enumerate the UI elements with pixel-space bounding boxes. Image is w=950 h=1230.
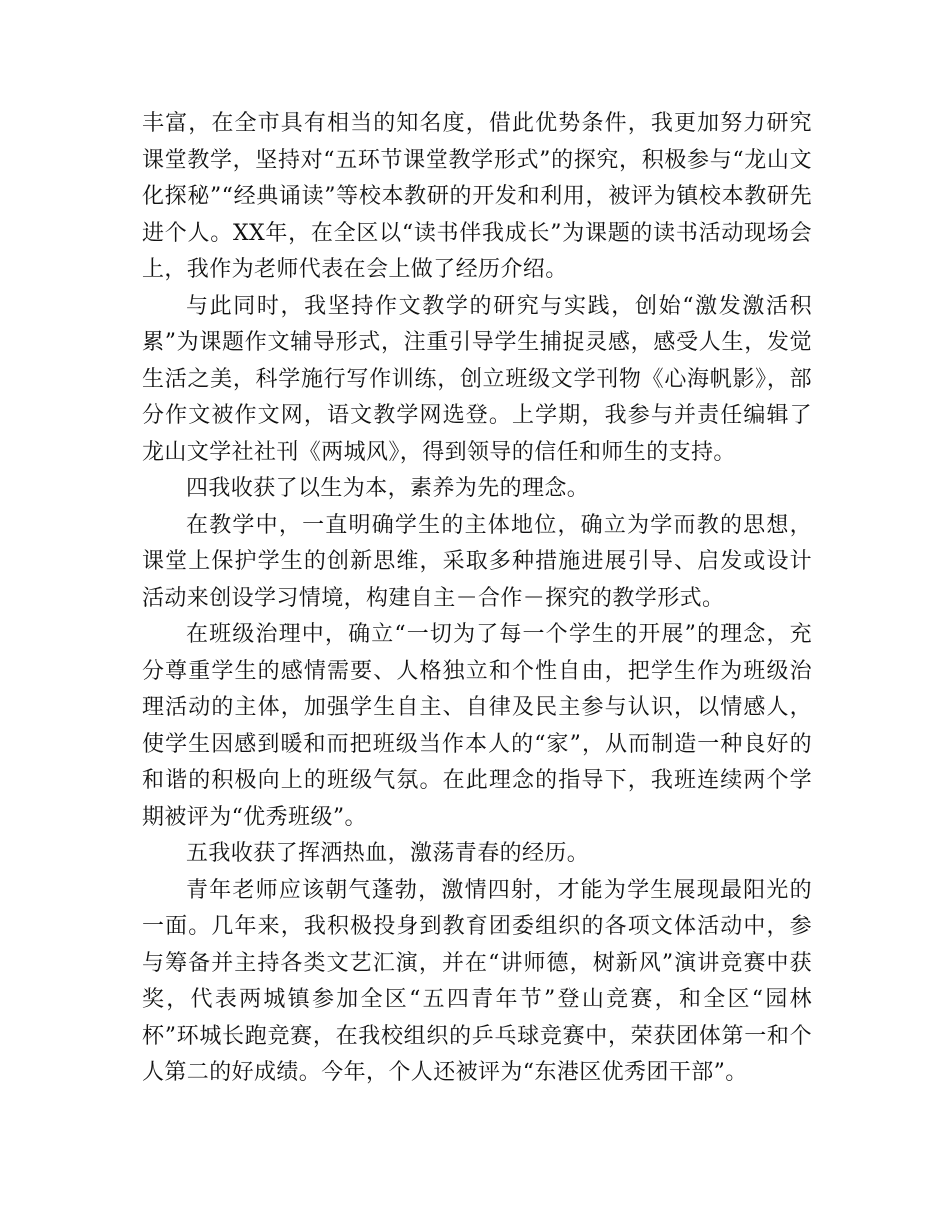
paragraph-class-management: 在班级治理中，确立“一切为了每一个学生的开展”的理念，充分尊重学生的感情需要、人格独立和个性自由，把学生作为班级治理活动的主体，加强学生自主、自律及民主参与认识，以情感人，使学生因感到暖和而把班级当作本人的“家”，从而制造一种良好的和谐的积极向上的班级气氛。在此理念的指导下，我班连续两个学期被评为“优秀班级”。: [142, 622, 812, 830]
paragraph-composition-teaching: 与此同时，我坚持作文教学的研究与实践，创始“激发激活积累”为课题作文辅导形式，注重引导学生捕捉灵感，感受人生，发觉生活之美，科学施行写作训练，创立班级文学刊物《心海帆影》，部分作文被作文网，语文教学网选登。上学期，我参与并责任编辑了龙山文学社社刊《两城风》，得到领导的信任和师生的支持。: [142, 293, 812, 465]
paragraph-continuation: 丰富，在全市具有相当的知名度，借此优势条件，我更加努力研究课堂教学，坚持对“五环节课堂教学形式”的探究，积极参与“龙山文化探秘”“经典诵读”等校本教研的开发和利用，被评为镇校本教研先进个人。XX年，在全区以“读书伴我成长”为课题的读书活动现场会上，我作为老师代表在会上做了经历介绍。: [142, 111, 812, 282]
section-heading-five: 五我收获了挥洒热血，激荡青春的经历。: [186, 841, 590, 866]
paragraph-youth-activities: 青年老师应该朝气蓬勃，激情四射，才能为学生展现最阳光的一面。几年来，我积极投身到教育团委组织的各项文体活动中，参与筹备并主持各类文艺汇演，并在“讲师德，树新风”演讲竞赛中获奖，代表两城镇参加全区“五四青年节”登山竞赛，和全区“园林杯”环城长跑竞赛，在我校组织的乒乓球竞赛中，荣获团体第一和个人第二的好成绩。今年，个人还被评为“东港区优秀团干部”。: [142, 877, 812, 1085]
document-page: [142, 106, 812, 1092]
paragraph-teaching: 在教学中，一直明确学生的主体地位，确立为学而教的思想，课堂上保护学生的创新思维，采取多种措施进展引导、启发或设计活动来创设学习情境，构建自主－合作－探究的教学形式。: [142, 512, 812, 611]
section-heading-four: 四我收获了以生为本，素养为先的理念。: [186, 476, 590, 501]
